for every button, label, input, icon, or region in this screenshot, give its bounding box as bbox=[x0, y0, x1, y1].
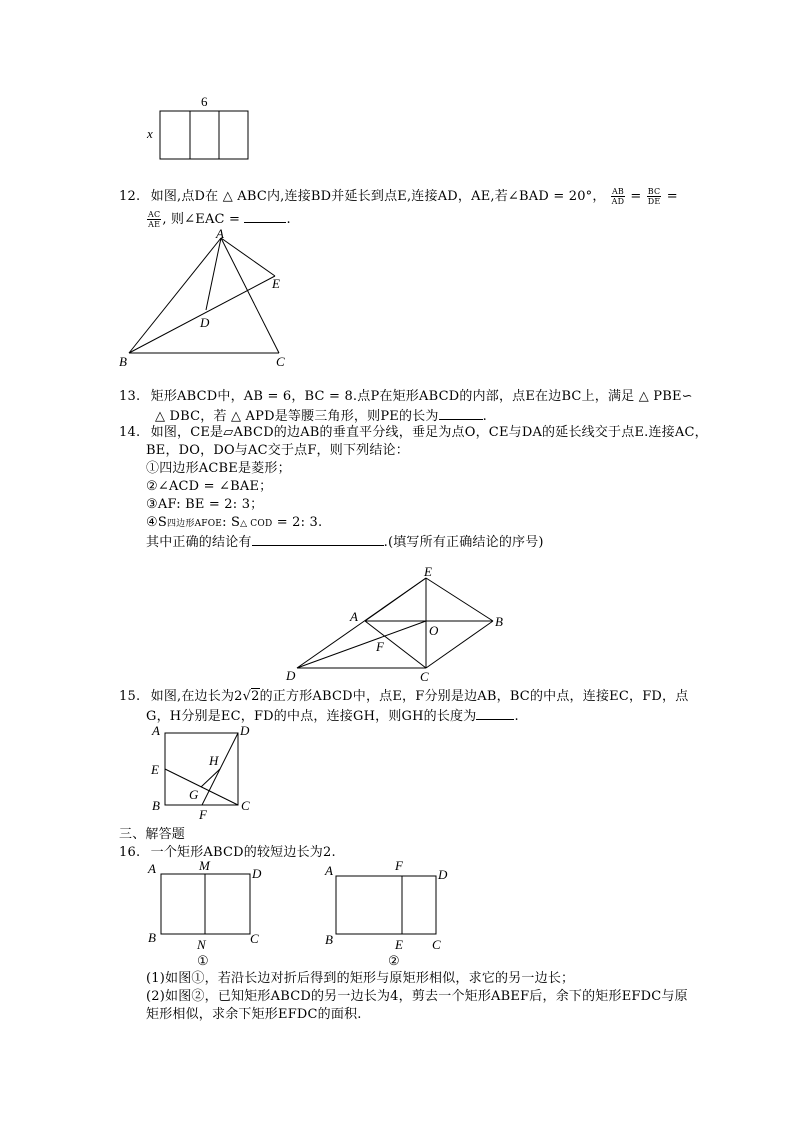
q14-label-e: E bbox=[424, 564, 432, 579]
q14-label-b: B bbox=[495, 614, 503, 629]
q12-frac-bc-de bbox=[647, 187, 662, 206]
q14-label-d: D bbox=[286, 668, 296, 683]
q12-seg-ae bbox=[221, 238, 275, 276]
figure-q14-svg bbox=[280, 562, 510, 684]
figure-q16-1-svg bbox=[140, 857, 270, 969]
q15-label-f: F bbox=[199, 807, 207, 822]
q16-fig2-label-f: F bbox=[395, 858, 403, 873]
q15-text-1b: 的正方形ABCD中，点E，F分别是边AB，BC的中点，连接EC，FD，点 bbox=[259, 689, 689, 704]
fig11-top-label: 6 bbox=[201, 94, 208, 109]
q14-seg-de bbox=[297, 578, 426, 668]
q14-seg-do bbox=[297, 621, 426, 668]
figure-q16-2 bbox=[316, 857, 456, 969]
q15-label-d: D bbox=[240, 723, 250, 738]
q16-fig1-label-a: A bbox=[148, 861, 156, 876]
q14-label-a: A bbox=[350, 609, 358, 624]
q12-frac-ab-ad bbox=[611, 187, 625, 206]
q13-text-1: 矩形ABCD中，AB = 6，BC = 8.点P在矩形ABCD的内部，点E在边BC上，满足 △ PBE∽ bbox=[150, 389, 693, 404]
q15-sqrt-value: 2 bbox=[251, 689, 260, 704]
q14-answer-blank[interactable] bbox=[252, 533, 384, 546]
q16-fig2-label-e: E bbox=[395, 937, 403, 952]
q16-fig1-label-d: D bbox=[252, 866, 262, 881]
q12-eq1: = bbox=[630, 189, 642, 204]
q14-number: 14. bbox=[119, 425, 141, 440]
section-3-title: 三、解答题 bbox=[119, 827, 186, 842]
q16-fig2-label-c: C bbox=[432, 937, 441, 952]
figure-q11-svg bbox=[140, 92, 260, 162]
q16-fig2-label-a: A bbox=[325, 863, 333, 878]
q14-conclusion-1: ①四边形ACBE是菱形； bbox=[146, 461, 291, 476]
q14-conclusion-3: ③AF: BE = 2: 3； bbox=[146, 497, 264, 512]
q12-label-a: A bbox=[216, 228, 224, 241]
q15-answer-blank[interactable] bbox=[476, 707, 514, 720]
q14-line1 bbox=[119, 425, 708, 441]
q14-c4-sub: 四边形AFOE bbox=[166, 519, 223, 529]
q16-fig2-rect bbox=[336, 876, 436, 934]
q12-end: . bbox=[286, 212, 291, 227]
q13-text-2: △ DBC，若 △ APD是等腰三角形，则PE的长为 bbox=[155, 409, 439, 424]
q13-line2 bbox=[155, 407, 487, 425]
q12-label-e: E bbox=[272, 276, 280, 291]
q15-label-g: G bbox=[189, 787, 199, 802]
q14-line-last bbox=[146, 533, 544, 551]
q12-frac1-den: AD bbox=[611, 197, 625, 206]
q12-seg-ab bbox=[129, 238, 221, 353]
q12-label-d: D bbox=[200, 315, 210, 330]
q12-number: 12. bbox=[119, 189, 141, 204]
q12-line1 bbox=[119, 187, 678, 206]
q14-line2 bbox=[146, 443, 409, 459]
q16-number: 16. bbox=[119, 845, 141, 860]
q13-line1 bbox=[119, 389, 693, 405]
q14-text-last-a: 其中正确的结论有 bbox=[146, 535, 252, 550]
q16-fig2-label-b: B bbox=[325, 932, 333, 947]
q15-label-h: H bbox=[209, 753, 219, 768]
q15-label-e: E bbox=[151, 762, 159, 777]
q15-text-1a: 如图,在边长为2 bbox=[150, 689, 243, 704]
q14-label-c: C bbox=[420, 669, 429, 684]
q14-c4-sub2: △ COD bbox=[240, 519, 273, 529]
q15-end: . bbox=[514, 709, 519, 724]
q15-text-2: G，H分别是EC，FD的中点，连接GH，则GH的长度为 bbox=[146, 709, 477, 724]
q15-sqrt-sign: √ bbox=[242, 689, 252, 704]
q14-text-last-b: .(填写所有正确结论的序号) bbox=[383, 535, 544, 550]
q12-frac3-num: AC bbox=[148, 210, 161, 219]
q15-number: 15. bbox=[119, 689, 141, 704]
q14-text-2: BE，DO，DO与AC交于点F，则下列结论： bbox=[146, 443, 409, 458]
q13-number: 13. bbox=[119, 389, 141, 404]
q12-seg-ad bbox=[206, 238, 221, 310]
q15-label-c: C bbox=[241, 798, 250, 813]
q16-part1: (1)如图①，若沿长边对折后得到的矩形与原矩形相似，求它的另一边长； bbox=[146, 971, 575, 986]
q16-fig1-caption: ① bbox=[197, 953, 209, 968]
q16-part2-line2: 矩形相似，求余下矩形EFDC的面积. bbox=[146, 1007, 362, 1022]
figure-q12 bbox=[115, 228, 295, 370]
q12-frac2-num: BC bbox=[647, 187, 661, 196]
q12-text-b: , 则∠EAC = bbox=[162, 212, 245, 227]
q15-square bbox=[165, 733, 238, 805]
q14-conclusion-2: ②∠ACD = ∠BAE； bbox=[146, 479, 273, 494]
q14-label-f: F bbox=[376, 639, 384, 654]
q14-label-o: O bbox=[429, 623, 439, 638]
q12-text-a: 如图,点D在 △ ABC内,连接BD并延长到点E,连接AD，AE,若∠BAD = 20°， bbox=[150, 189, 606, 204]
q16-intro: 一个矩形ABCD的较短边长为2. bbox=[150, 845, 336, 860]
q16-fig1-label-m: M bbox=[199, 858, 210, 873]
q14-text-1: 如图，CE是▱ABCD的边AB的垂直平分线，垂足为点O，CE与DA的延长线交于点E.连接AC， bbox=[150, 425, 708, 440]
q12-frac1-num: AB bbox=[611, 187, 624, 196]
q12-answer-blank[interactable] bbox=[244, 210, 286, 223]
q12-eq2: = bbox=[666, 189, 678, 204]
q15-line1 bbox=[119, 689, 688, 705]
figure-q14 bbox=[280, 562, 510, 684]
q14-c4-b: : S bbox=[222, 515, 241, 530]
q12-frac2-den: DE bbox=[647, 197, 661, 206]
q12-frac-ac-ae bbox=[147, 210, 161, 229]
q16-fig1-label-c: C bbox=[250, 931, 259, 946]
figure-q15-svg bbox=[145, 722, 265, 822]
q13-end: . bbox=[482, 409, 487, 424]
q16-part2-line1: (2)如图②，已知矩形ABCD的另一边长为4，剪去一个矩形ABEF后，余下的矩形EFDC与原 bbox=[146, 989, 688, 1004]
figure-q16-1 bbox=[140, 857, 270, 969]
figure-q16-2-svg bbox=[316, 857, 456, 969]
q16-fig2-caption: ② bbox=[388, 953, 400, 968]
figure-q11 bbox=[140, 92, 260, 162]
q15-seg-gh bbox=[201, 769, 220, 787]
q12-label-c: C bbox=[276, 354, 285, 369]
q16-fig1-label-n: N bbox=[197, 937, 206, 952]
figure-q15 bbox=[145, 722, 265, 822]
fig11-rect bbox=[160, 111, 248, 159]
figure-q12-svg bbox=[115, 228, 295, 370]
q16-fig2-label-d: D bbox=[438, 867, 448, 882]
q12-line2 bbox=[146, 210, 291, 229]
q14-conclusion-4 bbox=[146, 515, 322, 532]
q13-answer-blank[interactable] bbox=[439, 407, 483, 420]
q14-c4-c: = 2: 3. bbox=[272, 515, 323, 530]
q12-label-b: B bbox=[119, 354, 127, 369]
q16-fig1-label-b: B bbox=[148, 930, 156, 945]
q14-seg-eb bbox=[426, 578, 493, 621]
fig11-left-label: x bbox=[147, 126, 153, 141]
q12-seg-ac bbox=[221, 238, 279, 353]
q14-seg-ac bbox=[365, 621, 426, 668]
q12-frac3-den: AE bbox=[148, 220, 161, 229]
q14-c4-a: ④S bbox=[146, 515, 167, 530]
q15-label-a: A bbox=[152, 723, 160, 738]
q15-label-b: B bbox=[152, 798, 160, 813]
